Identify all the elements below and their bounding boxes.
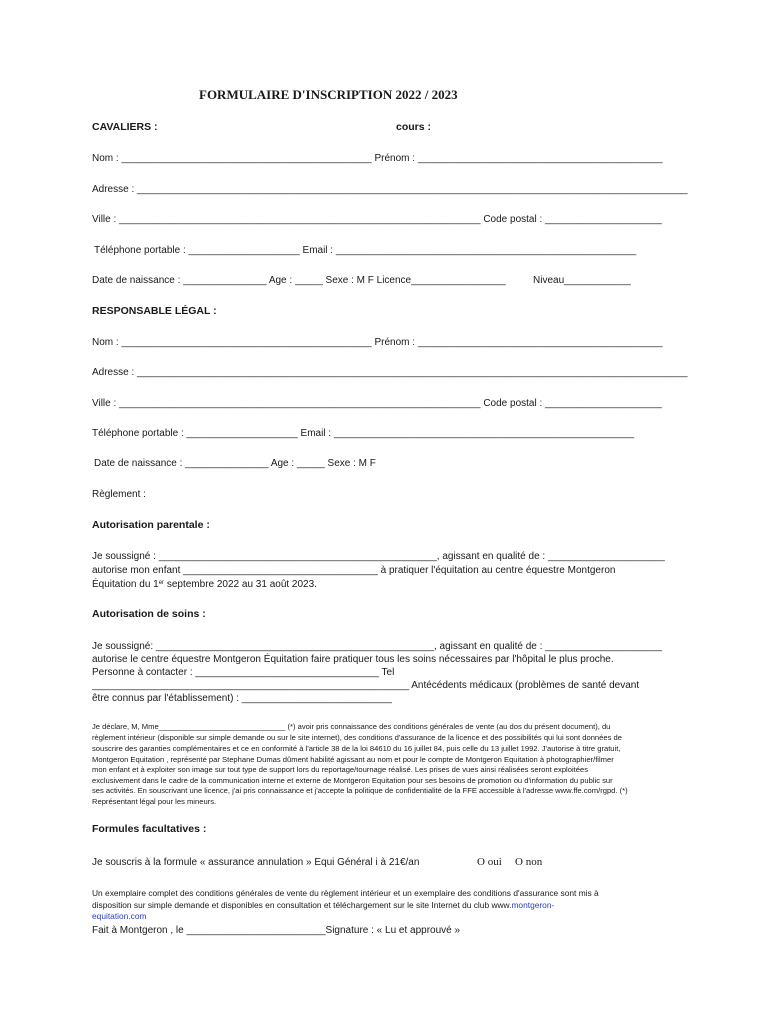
declaration-line: règlement intérieur (disponible sur simple demande ou sur le site internet), des conditions d'assurance de la licence et des possibilités qui lui sont données de — [92, 733, 622, 742]
medical-authorization-line: autorise le centre équestre Montgeron Équitation faire pratiquer tous les soins nécessaires par l'hôpital le plus proche. — [92, 654, 614, 665]
rider-address-field[interactable]: Adresse : ___________________________________________________________________________________________________ — [92, 184, 688, 195]
club-website-link[interactable]: equitation.com — [92, 911, 147, 921]
payment-label: Règlement : — [92, 489, 146, 500]
cours-label: cours : — [396, 121, 432, 133]
medical-authorization-line[interactable]: Je soussigné: __________________________________________________, agissant en qualité de : _____________________ — [92, 641, 662, 652]
option-oui[interactable]: O oui — [477, 856, 502, 868]
optional-plans-heading: Formules facultatives : — [92, 823, 207, 835]
parental-authorization-dates: Équitation du 1er septembre 2022 au 31 août 2023. — [92, 579, 317, 590]
parental-authorization-heading: Autorisation parentale : — [92, 519, 210, 531]
medical-history-field[interactable]: être connus par l'établissement) : ___________________________ — [92, 693, 392, 704]
form-title: FORMULAIRE D'INSCRIPTION 2022 / 2023 — [199, 87, 458, 102]
declaration-line: mon enfant et à exploiter son image sur tout type de support lors du reportage/tournage réalisé. Les prises de vues ainsi réalisées seront exploitées — [92, 765, 588, 774]
club-website-link[interactable]: montgeron- — [511, 900, 555, 910]
guardian-city-field[interactable]: Ville : _________________________________________________________________ Code postal : _____________________ — [92, 398, 662, 409]
rider-name-field[interactable]: Nom : _____________________________________________ Prénom : ____________________________________________ — [92, 153, 663, 164]
rider-birthdate-field[interactable]: Date de naissance : _______________ Age : _____ Sexe : M F Licence_________________ — [92, 275, 506, 286]
cavaliers-heading: CAVALIERS : — [92, 121, 158, 133]
declaration-line: ses activités. En souscrivant une licence, j'ai pris connaissance et j'accepte la politique de confidentialité de la FFE accessible à l'adresse www.ffe.com/rgpd. (*) — [92, 786, 628, 795]
signature-line[interactable]: Fait à Montgeron , le _________________________Signature : « Lu et approuvé » — [92, 925, 461, 936]
rider-level-field[interactable]: Niveau____________ — [533, 275, 631, 286]
option-non[interactable]: O non — [515, 856, 543, 868]
guardian-heading: RESPONSABLE LÉGAL : — [92, 305, 217, 317]
footer-notice-line: disposition sur simple demande et disponibles en consultation et téléchargement sur le site Internet du club www.montgeron- — [92, 900, 555, 910]
guardian-birthdate-field[interactable]: Date de naissance : _______________ Age : _____ Sexe : M F — [94, 458, 376, 469]
guardian-phone-field[interactable]: Téléphone portable : ____________________ Email : ______________________________________________________ — [92, 428, 635, 439]
rider-city-field[interactable]: Ville : _________________________________________________________________ Code postal : _____________________ — [92, 214, 662, 225]
declaration-line: Représentant légal pour les mineurs. — [92, 797, 217, 806]
medical-history-field[interactable]: _________________________________________________________ Antécédents médicaux (problèmes de santé devant — [92, 680, 640, 691]
footer-notice-line: Un exemplaire complet des conditions générales de vente du règlement intérieur et un exemplaire des conditions d'assurance sont mis à — [92, 888, 599, 898]
rider-phone-field[interactable]: Téléphone portable : ____________________ Email : ______________________________________________________ — [94, 245, 637, 256]
parental-authorization-line[interactable]: autorise mon enfant ___________________________________ à pratiquer l'équitation au centre équestre Montgeron — [92, 565, 616, 576]
cancellation-insurance-text: Je souscris à la formule « assurance annulation » Equi Général i à 21€/an — [92, 857, 420, 868]
declaration-line: exclusivement dans le cadre de la communication interne et externe de Montgeron Equitation pour ses besoins de promotion ou d'information du public sur — [92, 776, 613, 785]
declaration-line: Montgeron Equitation , représenté par Stephane Dumas dûment habilité agissant au nom et pour le compte de Montgeron Equitation à photographier/filmer — [92, 755, 614, 764]
medical-authorization-heading: Autorisation de soins : — [92, 608, 206, 620]
parental-authorization-line[interactable]: Je soussigné : __________________________________________________, agissant en qualité de : _____________________ — [92, 551, 665, 562]
guardian-address-field[interactable]: Adresse : ___________________________________________________________________________________________________ — [92, 367, 688, 378]
declaration-line: souscrire des garanties complémentaires et ce en conformité à l'article 38 de la loi 84610 du 16 juillet 84, puis celle du 13 juillet 1992. J'autorise à titre gratuit, — [92, 744, 621, 753]
guardian-name-field[interactable]: Nom : _____________________________________________ Prénom : ____________________________________________ — [92, 337, 663, 348]
emergency-contact-field[interactable]: Personne à contacter : _________________________________ Tel — [92, 667, 395, 678]
declaration-line: Je déclare, M, Mme______________________________ (*) avoir pris connaissance des conditions générales de vente (au dos du présent document), du — [92, 722, 611, 731]
